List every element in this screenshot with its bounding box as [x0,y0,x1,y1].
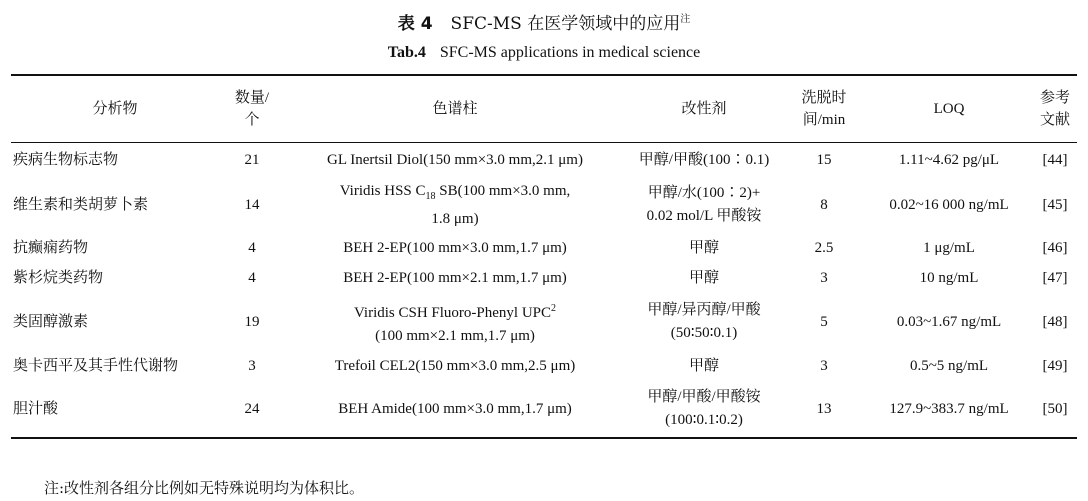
table-row [11,177,1077,233]
cell-elution: 3 [820,357,828,374]
cell-count: 19 [244,313,260,330]
header-reference: 参考 文献 [1039,90,1070,128]
table-row [11,381,1077,438]
cell-column: BEH Amide(100 mm×3.0 mm,1.7 μm) [338,400,572,417]
cell-analyte: 紫杉烷类药物 [13,269,104,286]
cell-loq: 1 μg/mL [923,239,975,256]
cell-elution: 2.5 [814,239,834,256]
cell-elution: 3 [820,269,828,286]
cell-column: Viridis CSH Fluoro-Phenyl UPC$^2$ (100 mm×2.1 mm,1.7 μm) [353,302,557,344]
cell-analyte: 胆汁酸 [13,400,59,417]
table-row [11,351,1077,381]
cell-elution: 15 [816,151,832,168]
table-caption-cn [0,8,1088,36]
cell-modifier: 甲醇/甲酸/甲酸铵 (100∶0.1∶0.2) [647,389,761,428]
cell-modifier: 甲醇/水(100∶2)+ 0.02 mol/L 甲酸铵 [646,185,762,224]
cell-ref: [48] [1042,313,1068,330]
cell-analyte: 类固醇激素 [13,313,89,330]
sfc-ms-table [11,74,1077,439]
header-elution-time: 洗脱时 间/min [801,90,847,128]
cell-column: BEH 2-EP(100 mm×2.1 mm,1.7 μm) [343,269,567,286]
cell-ref: [44] [1042,151,1068,168]
table-title-cn: SFC-MS 在医学领域中的应用 [450,14,681,34]
header-column: 色谱柱 [432,101,478,117]
header-loq: LOQ [933,101,965,117]
cell-count: 24 [244,400,260,417]
table-row [11,293,1077,351]
cell-loq: 1.11~4.62 pg/μL [898,151,1000,168]
cell-column: BEH 2-EP(100 mm×3.0 mm,1.7 μm) [343,239,567,256]
cell-loq: 127.9~383.7 ng/mL [889,400,1009,417]
cell-loq: 10 ng/mL [919,269,979,286]
cell-count: 4 [248,239,256,256]
cell-count: 21 [244,151,260,168]
table-number-en: Tab.4 [387,44,426,61]
cell-analyte: 抗癫痫药物 [13,239,89,256]
cell-analyte: 维生素和类胡萝卜素 [13,196,149,213]
header-modifier: 改性剂 [681,101,727,117]
cell-ref: [46] [1042,239,1068,256]
cell-count: 4 [248,269,256,286]
table-row [11,143,1077,178]
table-title-note-mark: 注 [680,14,691,25]
cell-loq: 0.5~5 ng/mL [909,357,989,374]
cell-modifier: 甲醇 [688,357,719,374]
table-row [11,233,1077,263]
cell-modifier: 甲醇/异丙醇/甲酸 (50∶50∶0.1) [647,302,761,341]
cell-ref: [49] [1042,357,1068,374]
cell-ref: [45] [1042,196,1068,213]
header-analyte: 分析物 [92,101,138,117]
cell-loq: 0.02~16 000 ng/mL [889,196,1009,213]
cell-modifier: 甲醇 [688,269,719,286]
table-title-en: SFC-MS applications in medical science [439,44,701,61]
cell-column: Viridis HSS $C_{18}$ SB(100 mm×3.0 mm, 1.8 μm) [339,182,571,227]
cell-analyte: 奥卡西平及其手性代谢物 [13,357,179,374]
cell-modifier: 甲醇/甲酸(100∶0.1) [638,151,770,168]
cell-elution: 8 [820,196,828,213]
header-row [11,75,1077,143]
table-row [11,263,1077,293]
cell-loq: 0.03~1.67 ng/mL [896,313,1002,330]
table-caption-en [0,42,1088,64]
table-footnote: 注:改性剂各组分比例如无特殊说明均为体积比。 [44,479,365,497]
cell-modifier: 甲醇 [688,239,719,256]
cell-count: 3 [248,357,256,374]
cell-count: 14 [244,196,260,213]
cell-column: GL Inertsil Diol(150 mm×3.0 mm,2.1 μm) [327,151,583,168]
cell-analyte: 疾病生物标志物 [13,151,119,168]
header-count: 数量/ 个 [234,90,270,128]
cell-ref: [50] [1042,400,1068,417]
cell-column: Trefoil CEL2(150 mm×3.0 mm,2.5 μm) [334,357,576,374]
cell-elution: 5 [820,313,828,330]
cell-ref: [47] [1042,269,1068,286]
cell-elution: 13 [816,400,832,417]
table-number-cn: 表 4 [397,14,433,34]
